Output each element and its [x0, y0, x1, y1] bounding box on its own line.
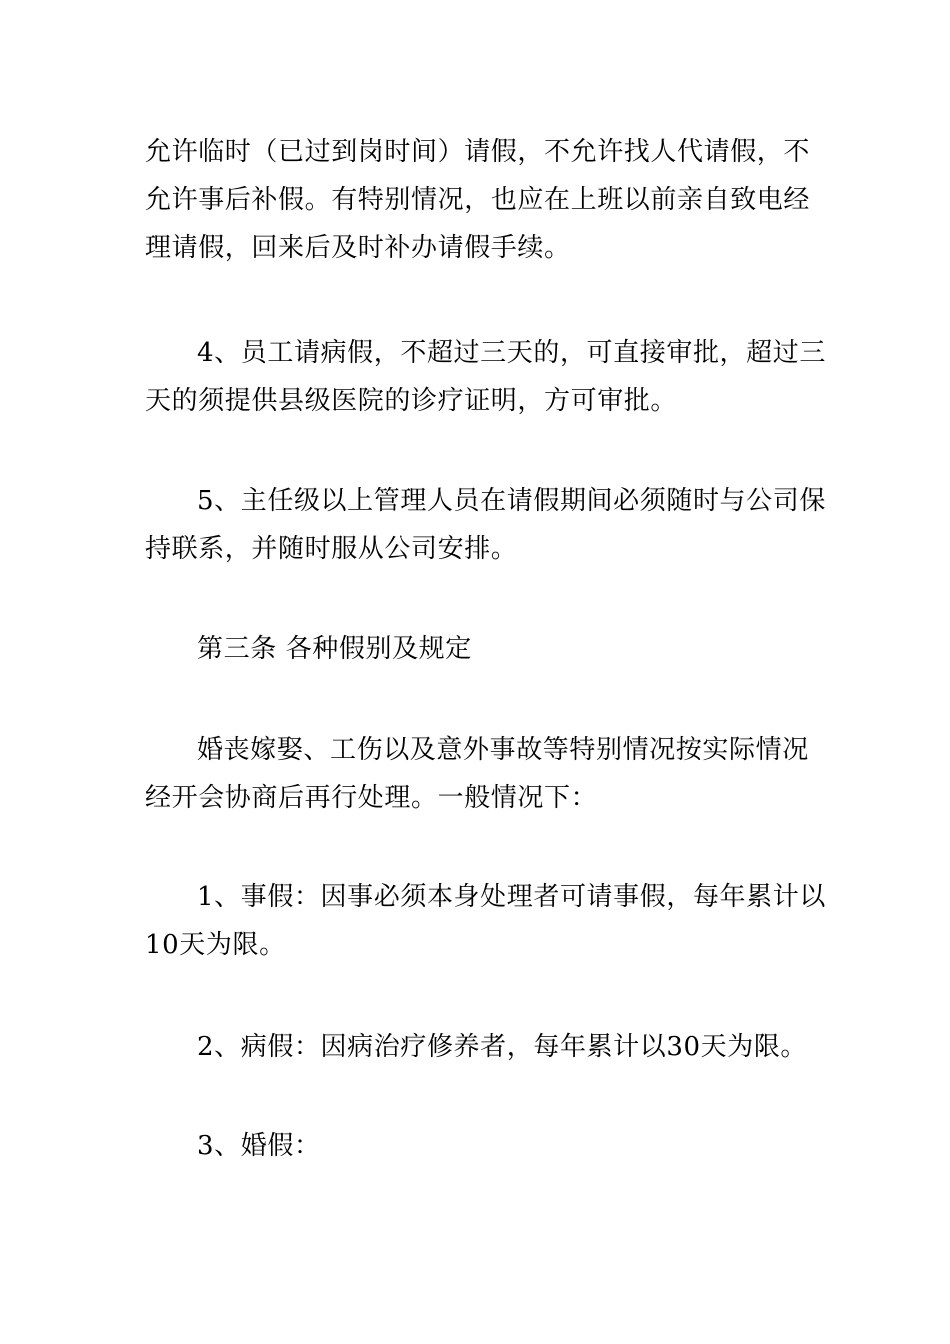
paragraph-line: 1、事假：因事必须本身处理者可请事假，每年累计以	[197, 882, 826, 912]
paragraph-line: 允许事后补假。有特别情况，也应在上班以前亲自致电经	[145, 185, 811, 215]
paragraph-line: 2、病假：因病治疗修养者，每年累计以30天为限。	[197, 1032, 808, 1062]
paragraph-line: 10天为限。	[145, 930, 286, 960]
paragraph-line: 4、员工请病假，不超过三天的，可直接审批，超过三	[197, 338, 826, 368]
paragraph-line: 婚丧嫁娶、工伤以及意外事故等特别情况按实际情况	[197, 735, 809, 765]
paragraph-line: 5、主任级以上管理人员在请假期间必须随时与公司保	[197, 486, 826, 516]
paragraph-line: 理请假，回来后及时补办请假手续。	[145, 233, 571, 263]
paragraph-line: 持联系，并随时服从公司安排。	[145, 534, 518, 564]
section-heading: 第三条 各种假别及规定	[197, 634, 472, 664]
paragraph-line: 天的须提供县级医院的诊疗证明，方可审批。	[145, 386, 678, 416]
paragraph-line: 经开会协商后再行处理。一般情况下：	[145, 783, 598, 813]
paragraph-line: 3、婚假：	[197, 1131, 321, 1161]
paragraph-line: 允许临时（已过到岗时间）请假，不允许找人代请假，不	[145, 137, 811, 167]
